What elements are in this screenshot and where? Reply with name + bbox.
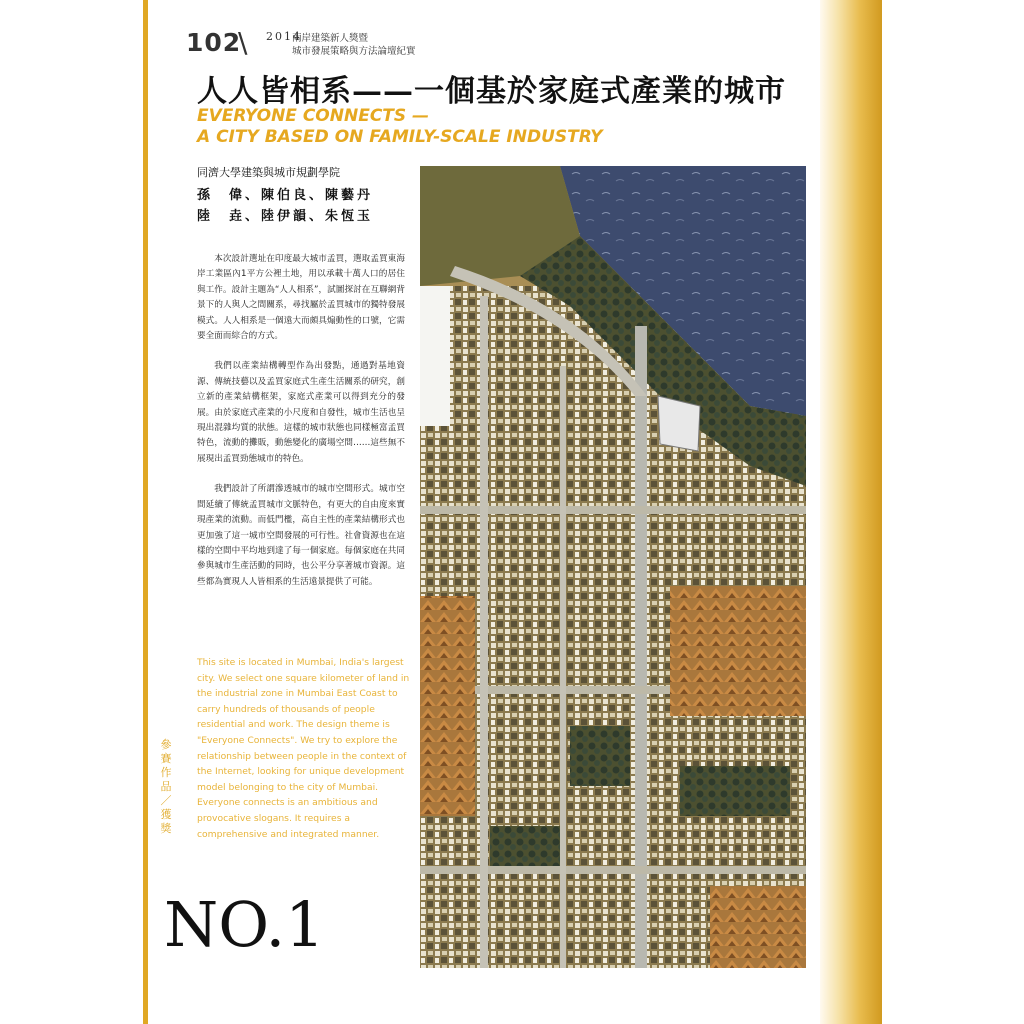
author-line-1: 孫 偉、陳伯良、陳藝丹 — [197, 188, 374, 203]
gold-edge-band — [820, 0, 882, 1024]
side-category-label: 參賽作品／獲獎 — [160, 738, 172, 835]
author-list — [197, 185, 373, 227]
page-number-slash: \ — [238, 26, 248, 59]
body-text-chinese — [197, 252, 405, 605]
title-english — [197, 106, 603, 148]
body-text-english: This site is located in Mumbai, India's largest city. We select one square kilometer of land in the industrial zone in Mumbai East Coast to carry hundreds of thousands of people residential and work. The design theme is "Everyone Connects". We try to explore the relationship between people in the context of the Internet, looking for unique development model belonging to the city of Mumbai. Everyone connects is an ambitious and provocative slogans. It requires a comprehensive and integrated manner. — [197, 657, 410, 840]
body-paragraph-2: 我們以產業結構轉型作為出發點，通過對基地資源、傳統技藝以及孟買家庭式生產生活關系的研究，創立新的產業結構框架，家庭式產業可以得到充分的發展。由於家庭式產業的小尺度和自發性，城市生活也呈現出混雜均質的狀態。這樣的城市狀態也同樣極富孟買特色，流動的攤販，動態變化的廣場空間……這些無不展現出孟買勁態城市的特色。 — [197, 361, 405, 464]
author-line-2: 陸 垚、陸伊韻、朱恆玉 — [197, 209, 374, 224]
master-plan-drawing — [420, 166, 806, 968]
body-paragraph-1: 本次設計選址在印度最大城市孟買，選取孟買東海岸工業區內1平方公裡土地，用以承載十萬人口的居住與工作。設計主題為“人人相系”，試圖探討在互聯網背景下的人與人之間關系，尋找屬於孟買城市的獨特發展模式。人人相系是一個遠大而頗具煽動性的口號，它需要全面而綜合的方式。 — [197, 254, 405, 342]
park-block-2 — [680, 766, 790, 816]
page-number: 102 — [186, 28, 242, 57]
running-header-line-1: 兩岸建築新人獎暨 — [292, 33, 369, 44]
white-building-west — [420, 286, 450, 426]
title-english-line-2: A CITY BASED ON FAMILY-SCALE INDUSTRY — [197, 127, 603, 147]
roof-district-south — [710, 886, 806, 968]
park-block-3 — [490, 826, 560, 866]
year-label: 2014 — [266, 30, 302, 43]
cross-street-3 — [420, 866, 806, 874]
roof-district-west — [420, 596, 475, 816]
terminal-building — [658, 396, 700, 451]
master-plan-illustration — [420, 166, 806, 968]
running-header — [292, 32, 416, 58]
cross-street-1 — [420, 506, 806, 514]
title-english-line-1: EVERYONE CONNECTS — — [197, 106, 430, 126]
school-name: 同濟大學建築與城市規劃學院 — [197, 166, 340, 179]
left-margin — [0, 0, 143, 1024]
north-south-lane — [480, 296, 488, 968]
north-south-lane-2 — [560, 366, 566, 968]
running-header-line-2: 城市發展策略與方法論壇紀實 — [292, 46, 416, 57]
right-margin — [882, 0, 1024, 1024]
rank-label: NO.1 — [164, 888, 325, 961]
body-paragraph-3: 我們設計了所謂滲透城市的城市空間形式。城市空間延續了傳統孟買城市文脈特色，有更大的自由度來實現產業的流動。而低門檻，高自主性的產業結構形式也更加強了這一城市空間發展的可行性。社會資源也在這樣的空間中平均地到達了每一個家庭。每個家庭在共同參與城市生產活動的同時，也公平分享著城市資源。這些都為實現人人皆相系的生活遠景提供了可能。 — [197, 484, 405, 587]
park-block-1 — [570, 726, 630, 786]
title-chinese: 人人皆相系——一個基於家庭式產業的城市 — [197, 74, 786, 109]
roof-district-east — [670, 586, 806, 716]
